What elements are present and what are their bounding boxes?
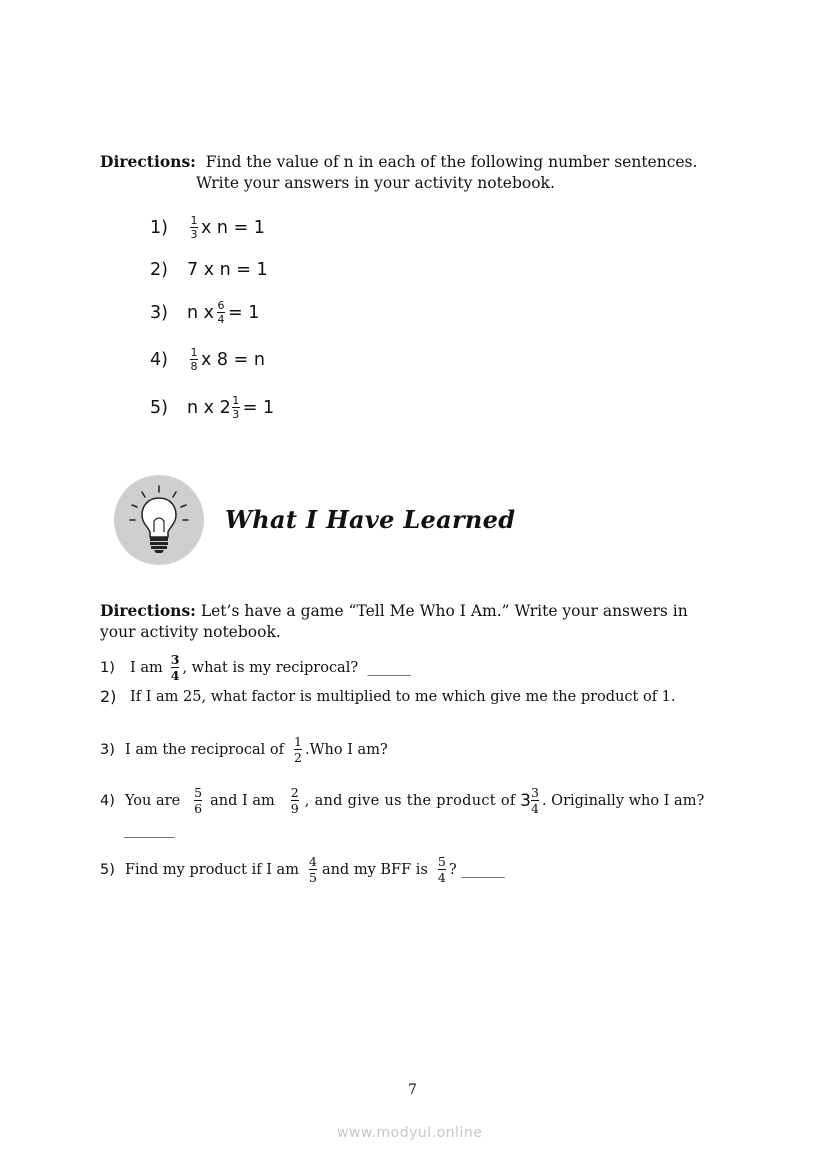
question-2: 2) If I am 25, what factor is multiplied to me which give me the product of 1. <box>100 687 676 706</box>
question-4: 4) You are $\frac{5}{6}$ and I am $\frac{2}{9}$ , and give us the product of 3 $\frac{3}{4}$ . Originally who I am? <box>100 785 705 816</box>
mixed-number: 2 $\frac{1}{3}$ <box>219 394 240 421</box>
fraction: $\frac{1}{3}$ <box>190 214 198 241</box>
directions-text: Find the value of n in each of the following number sentences. <box>205 153 698 171</box>
page-number: 7 <box>408 1082 417 1098</box>
lightbulb-icon <box>113 474 205 566</box>
fraction: $\frac{5}{6}$ <box>194 785 203 816</box>
problem-1: 1) $\frac{1}{3}$ x n = 1 <box>150 214 265 241</box>
watermark: www.modyul.online <box>337 1125 483 1141</box>
answer-blank: ______ <box>367 659 411 676</box>
directions-line-1 <box>100 152 697 172</box>
answer-blank: _______ <box>124 822 175 838</box>
directions-label: Directions: <box>100 601 196 620</box>
mixed-number: 3 $\frac{3}{4}$ <box>520 785 539 816</box>
question-1: 1) I am $\frac{3}{4}$ , what is my reciprocal? ______ <box>100 652 411 683</box>
directions2-line-1 <box>100 601 688 621</box>
problem-4: 4) $\frac{1}{8}$ x 8 = n <box>150 346 265 373</box>
fraction: $\frac{2}{9}$ <box>290 785 299 816</box>
problem-2: 2) 7 x n = 1 <box>150 260 268 280</box>
fraction: $\frac{4}{5}$ <box>308 854 317 885</box>
question-3: 3) I am the reciprocal of $\frac{1}{2}$ .Who I am? <box>100 734 388 765</box>
fraction: $\frac{6}{4}$ <box>217 299 225 326</box>
fraction: $\frac{3}{4}$ <box>170 652 180 683</box>
problem-5: 5) n x 2 $\frac{1}{3}$ = 1 <box>150 394 275 421</box>
section-title: What I Have Learned <box>225 505 516 534</box>
problem-3: 3) n x $\frac{6}{4}$ = 1 <box>150 299 260 326</box>
fraction: $\frac{5}{4}$ <box>437 854 446 885</box>
question-5: 5) Find my product if I am $\frac{4}{5}$ and my BFF is $\frac{5}{4}$ ? ______ <box>100 854 505 885</box>
fraction: $\frac{1}{2}$ <box>294 734 302 765</box>
directions2-line-2: your activity notebook. <box>100 623 281 641</box>
fraction: $\frac{1}{8}$ <box>190 346 198 373</box>
directions-text: Let’s have a game “Tell Me Who I Am.” Write your answers in <box>200 602 688 620</box>
directions-line-2: Write your answers in your activity notebook. <box>196 174 555 192</box>
directions-label: Directions: <box>100 152 196 171</box>
